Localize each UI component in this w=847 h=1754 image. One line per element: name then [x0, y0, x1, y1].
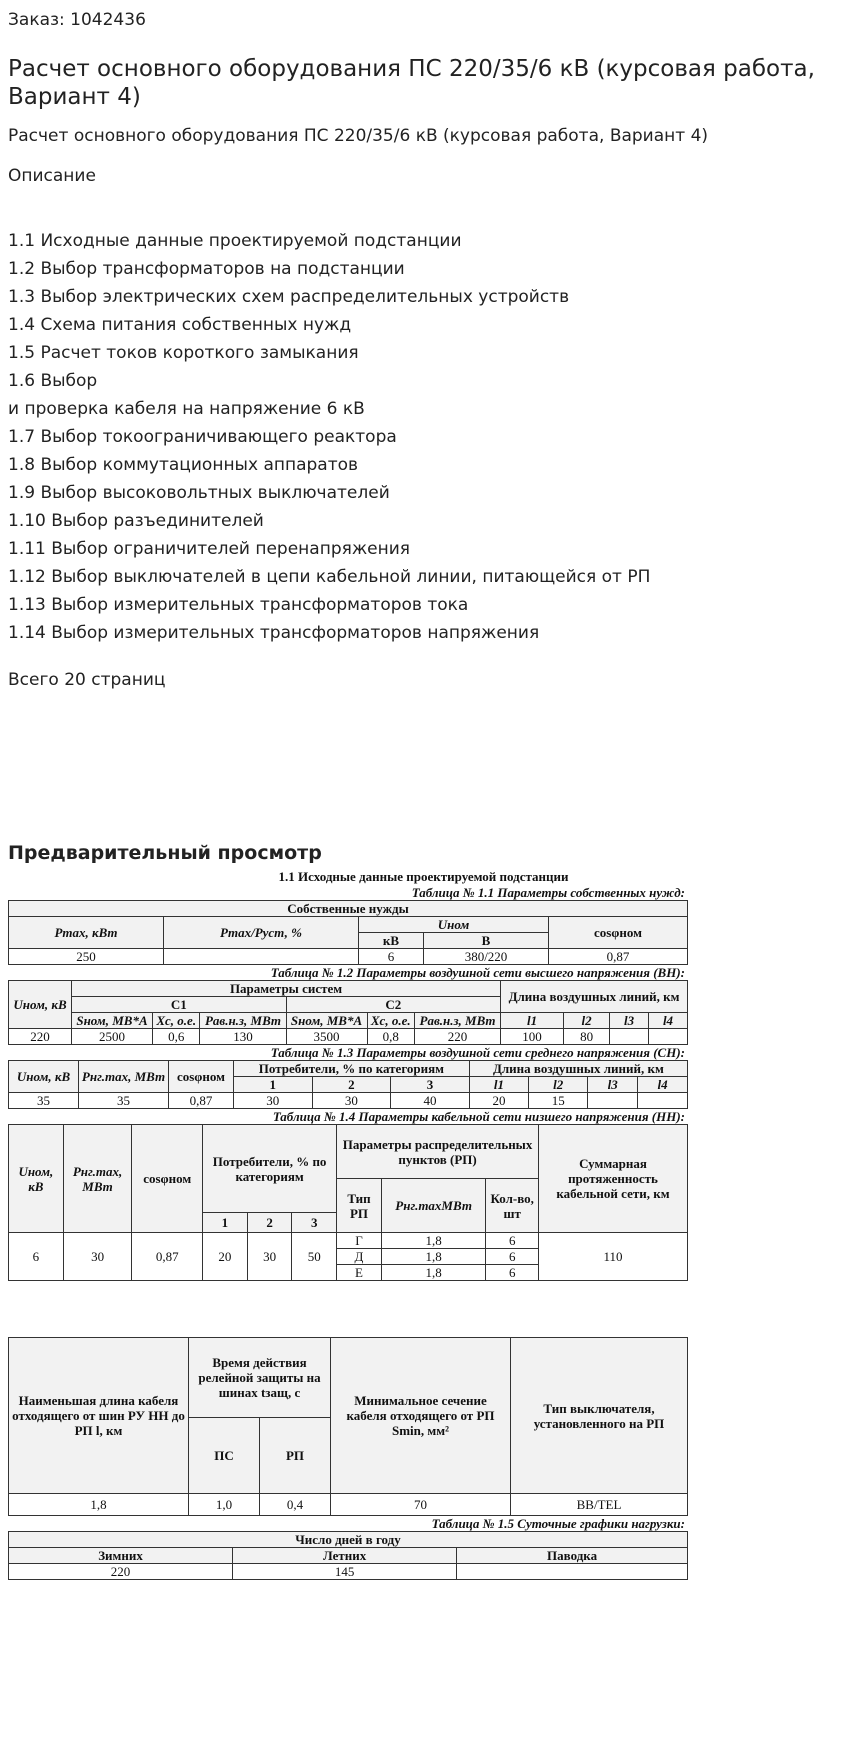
toc-item: 1.7 Выбор токоограничивающего реактора [8, 427, 397, 447]
table-caption: Таблица № 1.3 Параметры воздушной сети среднего напряжения (СН): [270, 1045, 685, 1060]
table-row [9, 1494, 688, 1516]
table-row [9, 949, 688, 965]
preview-heading: Предварительный просмотр [8, 842, 322, 864]
description-label: Описание [8, 166, 96, 186]
table-cell [638, 1093, 688, 1109]
table-cell: 1,8 [381, 1265, 486, 1281]
table-group-header: Собственные нужды [9, 901, 688, 917]
column-header: В [424, 933, 549, 949]
column-header: ПС [189, 1418, 260, 1494]
toc-item: 1.6 Выбор [8, 371, 98, 391]
toc-item: 1.9 Выбор высоковольтных выключателей [8, 483, 390, 503]
column-header: Uном, кВ [9, 1061, 79, 1093]
table-cable-params [8, 1337, 688, 1516]
column-header: l4 [638, 1077, 688, 1093]
column-header: кВ [359, 933, 424, 949]
column-header: Pнг.maxМВт [381, 1179, 486, 1233]
column-header: Суммарная протяженность кабельной сети, км [538, 1125, 687, 1233]
table-cell: 35 [9, 1093, 79, 1109]
table-cell: 0,87 [169, 1093, 234, 1109]
table-cell: 15 [529, 1093, 588, 1109]
column-header: Sном, МВ*А [286, 1013, 367, 1029]
table-cell: 20 [203, 1233, 248, 1281]
table-row [9, 1029, 688, 1045]
table-cell: 220 [9, 1029, 72, 1045]
column-header: Число дней в году [9, 1532, 688, 1548]
column-header: Параметры систем [72, 981, 501, 997]
toc-item: 1.13 Выбор измерительных трансформаторов тока [8, 595, 469, 615]
table-cell: 6 [9, 1233, 64, 1281]
column-header: l2 [529, 1077, 588, 1093]
table-row [9, 1564, 688, 1580]
column-header: l3 [610, 1013, 649, 1029]
column-header: cosφном [132, 1125, 203, 1233]
table-mv-network [8, 1060, 688, 1109]
table-cell [649, 1029, 688, 1045]
toc-item: 1.10 Выбор разъединителей [8, 511, 264, 531]
table-cell: 80 [563, 1029, 609, 1045]
column-header: Pав.н.з, МВт [200, 1013, 286, 1029]
toc-item: 1.12 Выбор выключателей в цепи кабельной линии, питающейся от РП [8, 567, 651, 587]
column-header: Длина воздушных линий, км [469, 1061, 687, 1077]
table-cell: 6 [486, 1233, 539, 1249]
column-header: l3 [588, 1077, 638, 1093]
toc-item: 1.2 Выбор трансформаторов на подстанции [8, 259, 405, 279]
table-cell: 100 [501, 1029, 564, 1045]
table-row [9, 1093, 688, 1109]
column-header: Pmax, кВт [9, 917, 164, 949]
toc-item: 1.3 Выбор электрических схем распределительных устройств [8, 287, 570, 307]
table-cell: 0,6 [152, 1029, 199, 1045]
column-header: Паводка [457, 1548, 688, 1564]
toc-item: 1.11 Выбор ограничителей перенапряжения [8, 539, 411, 559]
column-header: Uном, кВ [9, 981, 72, 1029]
table-cell [588, 1093, 638, 1109]
table-cell: 2500 [72, 1029, 153, 1045]
table-cell: 6 [486, 1265, 539, 1281]
table-cell: 220 [415, 1029, 501, 1045]
table-cell: 50 [292, 1233, 337, 1281]
table-cell: 0,8 [367, 1029, 414, 1045]
column-header: Наименьшая длина кабеля отходящего от шин РУ НН до РП l, км [9, 1338, 189, 1494]
page-title: Расчет основного оборудования ПС 220/35/6 кВ (курсовая работа, Вариант 4) [8, 56, 815, 110]
document-preview [0, 869, 847, 1580]
column-header: Uном [359, 917, 549, 933]
page-subtitle: Расчет основного оборудования ПС 220/35/6 кВ (курсовая работа, Вариант 4) [8, 126, 709, 146]
column-header: 3 [391, 1077, 470, 1093]
column-header: Потребители, % по категориям [234, 1061, 470, 1077]
column-header: Потребители, % по категориям [203, 1125, 337, 1213]
column-header: l4 [649, 1013, 688, 1029]
table-cell: 0,87 [549, 949, 688, 965]
table-cell: 1,8 [381, 1233, 486, 1249]
table-cell [457, 1564, 688, 1580]
table-cell: 6 [359, 949, 424, 965]
table-cell: 30 [312, 1093, 391, 1109]
column-header: С1 [72, 997, 287, 1013]
table-cell: 0,4 [260, 1494, 331, 1516]
table-cell: Е [337, 1265, 382, 1281]
order-number: Заказ: 1042436 [8, 10, 146, 30]
column-header: Время действия релейной защиты на шинах tзащ, с [189, 1338, 331, 1418]
column-header: Uном, кВ [9, 1125, 64, 1233]
column-header: Минимальное сечение кабеля отходящего от РП Smin, мм² [331, 1338, 511, 1494]
toc-item: 1.8 Выбор коммутационных аппаратов [8, 455, 359, 475]
table-of-contents [8, 227, 839, 647]
table-cell: 1,8 [381, 1249, 486, 1265]
column-header: С2 [286, 997, 501, 1013]
table-cell: 250 [9, 949, 164, 965]
table-hv-network [8, 980, 688, 1045]
column-header: 2 [312, 1077, 391, 1093]
table-lv-network [8, 1124, 688, 1281]
table-cell: 30 [63, 1233, 132, 1281]
column-header: l2 [563, 1013, 609, 1029]
column-header: Pнг.max, МВт [63, 1125, 132, 1233]
table-cell [610, 1029, 649, 1045]
column-header: 3 [292, 1213, 337, 1233]
column-header: Xс, о.е. [367, 1013, 414, 1029]
column-header: Летних [233, 1548, 457, 1564]
table-load-graphs [8, 1531, 688, 1580]
table-cell: 70 [331, 1494, 511, 1516]
column-header: Длина воздушных линий, км [501, 981, 688, 1013]
column-header: РП [260, 1418, 331, 1494]
table-caption: Таблица № 1.4 Параметры кабельной сети низшего напряжения (НН): [272, 1109, 685, 1124]
column-header: l1 [469, 1077, 528, 1093]
table-cell [164, 949, 359, 965]
column-header: cosφном [169, 1061, 234, 1093]
section-heading: 1.1 Исходные данные проектируемой подстанции [278, 869, 569, 884]
toc-item: 1.4 Схема питания собственных нужд [8, 315, 352, 335]
table-cell: 130 [200, 1029, 286, 1045]
table-cell: 35 [79, 1093, 169, 1109]
column-header: Xс, о.е. [152, 1013, 199, 1029]
column-header: Параметры распределительных пунктов (РП) [337, 1125, 539, 1179]
column-header: Зимних [9, 1548, 233, 1564]
table-cell: 1,0 [189, 1494, 260, 1516]
table-cell: 380/220 [424, 949, 549, 965]
column-header: Тип выключателя, установленного на РП [511, 1338, 688, 1494]
table-cell: 30 [247, 1233, 292, 1281]
table-caption: Таблица № 1.5 Суточные графики нагрузки: [431, 1516, 685, 1531]
table-cell: 145 [233, 1564, 457, 1580]
table-caption: Таблица № 1.2 Параметры воздушной сети высшего напряжения (ВН): [270, 965, 685, 980]
table-cell: 20 [469, 1093, 528, 1109]
column-header: Pав.н.з, МВт [415, 1013, 501, 1029]
toc-item: 1.5 Расчет токов короткого замыкания [8, 343, 359, 363]
table-cell: 6 [486, 1249, 539, 1265]
table-cell: Д [337, 1249, 382, 1265]
column-header: cosφном [549, 917, 688, 949]
column-header: 2 [247, 1213, 292, 1233]
table-cell: Г [337, 1233, 382, 1249]
page-count: Всего 20 страниц [8, 670, 166, 690]
table-cell: BB/TEL [511, 1494, 688, 1516]
table-cell: 40 [391, 1093, 470, 1109]
table-cell: 1,8 [9, 1494, 189, 1516]
column-header: Pmax/Pуст, % [164, 917, 359, 949]
column-header: Тип РП [337, 1179, 382, 1233]
toc-item: 1.1 Исходные данные проектируемой подстанции [8, 231, 462, 251]
table-caption: Таблица № 1.1 Параметры собственных нужд: [411, 885, 685, 900]
column-header: Pнг.max, МВт [79, 1061, 169, 1093]
table-own-needs [8, 900, 688, 965]
table-cell: 3500 [286, 1029, 367, 1045]
table-cell: 220 [9, 1564, 233, 1580]
toc-item: и проверка кабеля на напряжение 6 кВ [8, 399, 365, 419]
column-header: l1 [501, 1013, 564, 1029]
table-cell: 30 [234, 1093, 313, 1109]
column-header: 1 [234, 1077, 313, 1093]
toc-item: 1.14 Выбор измерительных трансформаторов напряжения [8, 623, 540, 643]
column-header: Sном, МВ*А [72, 1013, 153, 1029]
column-header: Кол-во, шт [486, 1179, 539, 1233]
table-cell: 110 [538, 1233, 687, 1281]
table-cell: 0,87 [132, 1233, 203, 1281]
column-header: 1 [203, 1213, 248, 1233]
table-row [9, 1233, 688, 1249]
